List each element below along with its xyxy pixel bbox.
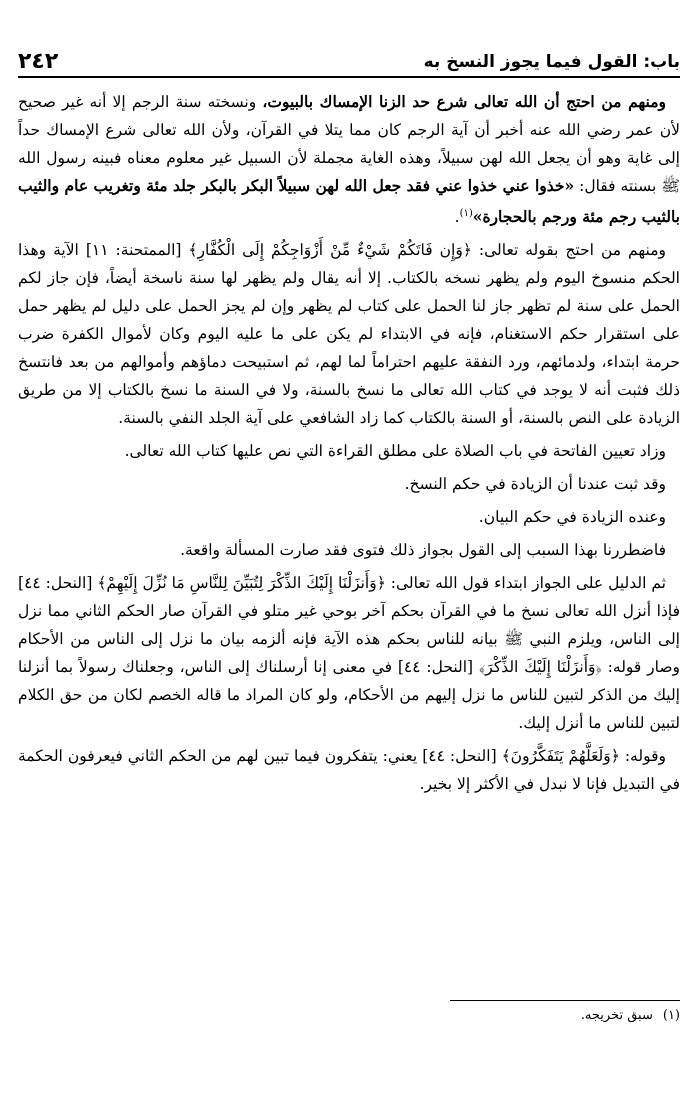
paragraph-1-end: . <box>454 208 460 227</box>
footnote-text: سبق تخريجه. <box>580 1008 653 1023</box>
paragraph-1-text: ونسخته سنة الرجم إلا أنه غير صحيح لأن عمر رضي الله عنه أخبر أن آية الرجم كان مما يتلا في القرآن، ولأن الله تعالى شرع الإمساك حداً إلى غاية وهو أن يجعل الله لهن سبيلاً، وهذه الغاية مجملة لأن السبيل غير معلوم معناه فبينه رسول الله ﷺ بسنته فقال: <box>18 93 680 195</box>
page-number: ٢٤٢ <box>18 49 59 74</box>
paragraph-8: وقوله: ﴿وَلَعَلَّهُمْ يَتَفَكَّرُونَ﴾ [النحل: ٤٤] يعني: يتفكرون فيما تبين لهم من الحكم الثاني فيعرفون الحكمة في التبديل فإنا لا نبدل في الأكثر إلا بخير. <box>18 747 680 794</box>
paragraph-2: ومنهم من احتج بقوله تعالى: ﴿وَإِن فَاتَكُمْ شَيْءٌ مِّنْ أَزْوَاجِكُمْ إِلَى الْكُفَّارِ﴾ [الممتحنة: ١١] الآية وهذا الحكم منسوخ اليوم ولم يظهر نسخه بالكتاب. إلا أنه يقال ولم يظهر لها سنة ناسخة أيضاً، فإن جاز لكم الحمل على سنة لم تظهر جاز لنا الحمل على كتاب لم يظهر وإن لم يجز الحمل على دليل لم يظهر حمل على استقرار حكم الاستغنام، فإنه في الابتداء لم يكن على ما عليه اليوم وكان لأموال الكفرة ضرب حرمة ابتداء، ولدمائهم، ورد النفقة عليهم احتراماً لما لهم، ثم استبيحت دماؤهم وأموالهم من بعد فانتسخ ذلك فثبت أنه لا يوجد في كتاب الله تعالى ما نسخ بالسنة، ولا في السنة ما نسخ بالكتاب إلا من طريق الزيادة على النص بالسنة، أو السنة بالكتاب كما زاد الشافعي على آية الجلد النفي بالسنة. <box>18 241 680 428</box>
footnote-reference[interactable]: (١) <box>459 208 473 219</box>
footnote-divider <box>450 1000 680 1001</box>
running-header <box>18 40 680 78</box>
paragraph-5: وعنده الزيادة في حكم البيان. <box>478 508 666 527</box>
chapter-title: باب: القول فيما يجوز النسخ به <box>423 52 680 72</box>
footnote-number: (١) <box>662 1008 680 1023</box>
body-text <box>18 88 680 803</box>
paragraph-1-lead: ومنهم من احتج أن الله تعالى شرع حد الزنا الإمساك بالبيوت، <box>262 92 666 111</box>
footnote <box>18 1006 680 1026</box>
paragraph-7: ثم الدليل على الجواز ابتداء قول الله تعالى: ﴿وَأَنزَلْنَا إِلَيْكَ الذِّكْرَ لِتُبَيِّنَ لِلنَّاسِ مَا نُزِّلَ إِلَيْهِمْ﴾ [النحل: ٤٤] فإذا أنزل الله تعالى نسخ ما في القرآن بحكم آخر بوحي غير متلو في القرآن صار الحكم الثاني مما نزل إلى الناس، ويلزم النبي ﷺ بيانه للناس بحكم هذه الآية فإنه ألزمه بيان ما نزل إلى الناس من الأحكام وصار قوله: ﴿وَأَنزَلْنَا إِلَيْكَ الذِّكْرَ﴾ [النحل: ٤٤] في معنى إنا أرسلناك إلى الناس، وجعلناك رسولاً بما أنزلنا إليك من الذكر لتبين للناس ما نزل إليهم من الأحكام، ولو كان المراد ما قاله الخصم لكان من حق الكلام لتبين للناس ما أنزل إليك. <box>18 574 680 733</box>
paragraph-3: وزاد تعيين الفاتحة في باب الصلاة على مطلق القراءة التي نص عليها كتاب الله تعالى. <box>124 442 666 461</box>
paragraph-4: وقد ثبت عندنا أن الزيادة في حكم النسخ. <box>404 475 666 494</box>
hadith-quote: «خذوا عني خذوا عني فقد جعل الله لهن سبيلاً البكر بالبكر جلد مئة وتغريب عام والثيب بالثيب رجم مئة ورجم بالحجارة» <box>18 176 680 227</box>
paragraph-6: فاضطررنا بهذا السبب إلى القول بجواز ذلك فتوى فقد صارت المسألة واقعة. <box>180 541 666 560</box>
paragraph-1 <box>18 88 680 231</box>
